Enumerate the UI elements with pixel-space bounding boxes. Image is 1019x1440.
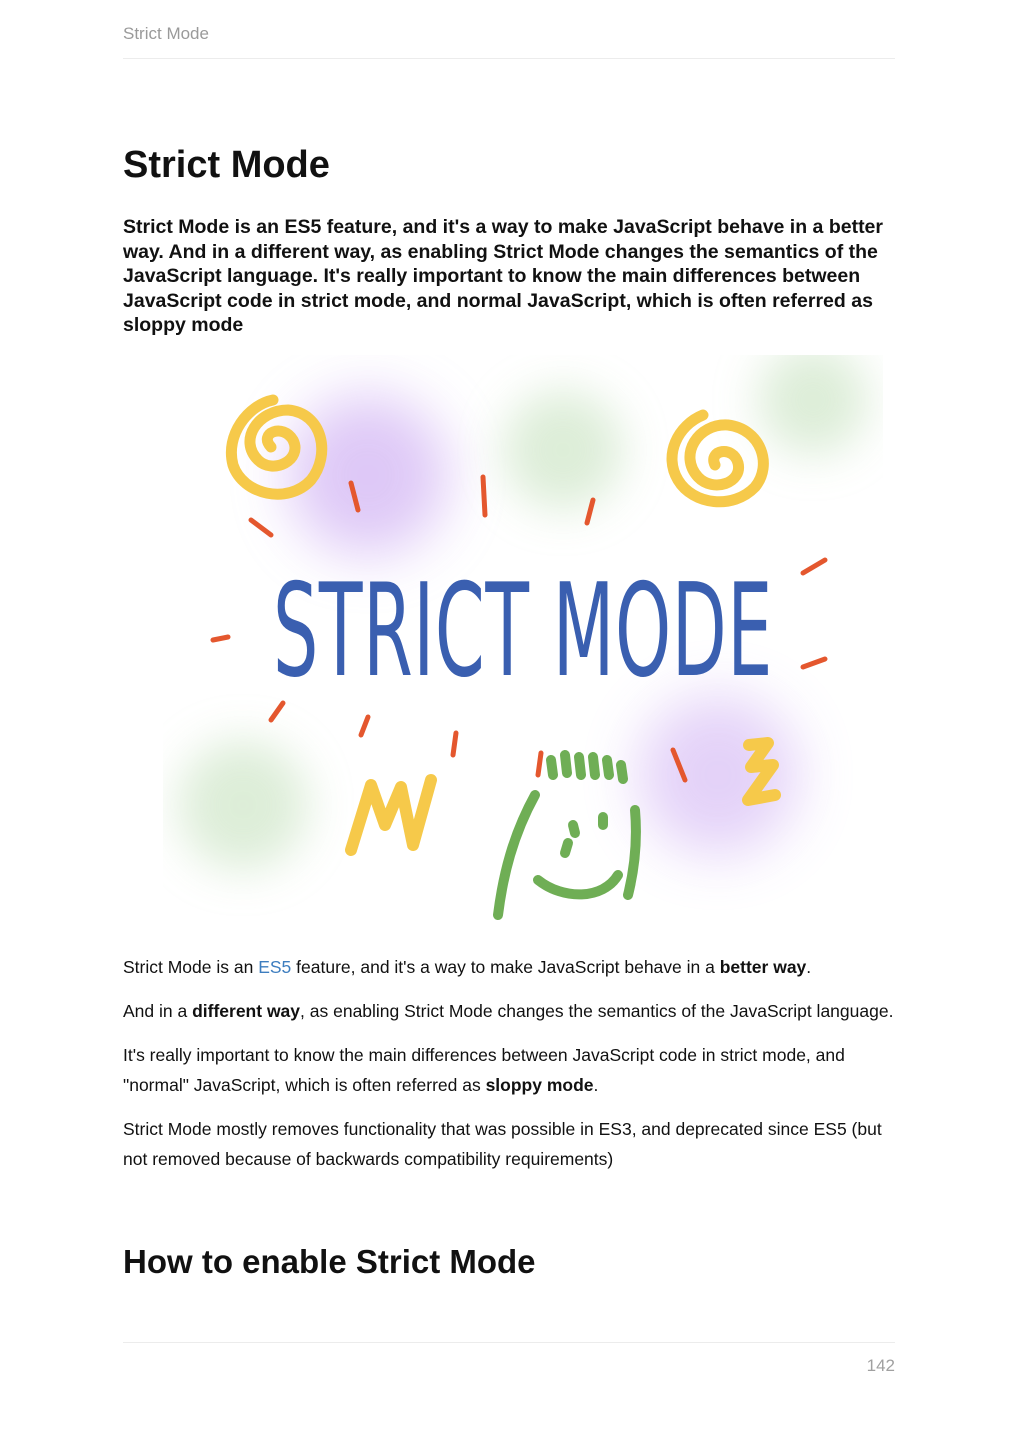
paragraph-text: Strict Mode is an	[123, 957, 259, 977]
footer-divider	[123, 1342, 895, 1343]
spiral-right	[672, 415, 763, 502]
header-divider	[123, 58, 895, 59]
page-title: Strict Mode	[123, 144, 330, 186]
paragraph-text: .	[806, 957, 812, 977]
section-heading: How to enable Strict Mode	[123, 1243, 536, 1280]
bold-text: different way	[192, 1001, 301, 1021]
paragraph-text: .	[593, 1075, 599, 1095]
lead-summary: Strict Mode is an ES5 feature, and it's a way to make JavaScript behave in a better way. And in a different way, as enabling Strict Mode changes the semantics of the JavaScript language. It's really important to know the main differences between JavaScript code in strict mode, and normal JavaScript, which is often referred as sloppy mode	[123, 216, 883, 336]
illustration-drawing	[163, 355, 883, 945]
yellow-scribble-left	[351, 780, 431, 850]
paragraph-different-way	[123, 996, 895, 1026]
illustration-lettering: STRICT MODE	[273, 557, 773, 706]
strict-mode-illustration	[163, 355, 883, 945]
paragraph-intro	[123, 952, 895, 982]
page-number: 142	[866, 1356, 895, 1375]
running-header: Strict Mode	[123, 24, 209, 43]
paragraph-text: , as enabling Strict Mode changes the semantics of the JavaScript language.	[300, 1001, 894, 1021]
bold-text: sloppy mode	[485, 1075, 594, 1095]
page	[123, 0, 895, 1440]
paragraph-text: feature, and it's a way to make JavaScript behave in a	[291, 957, 720, 977]
paragraph-differences	[123, 1040, 895, 1100]
bold-text: better way	[719, 957, 807, 977]
es5-link[interactable]: ES5	[258, 957, 292, 977]
smiley-face	[498, 755, 636, 915]
paragraph-text: And in a	[123, 1001, 193, 1021]
article-body	[123, 952, 895, 1188]
paragraph-text: It's really important to know the main differences between JavaScript code in strict mode, and "normal" JavaScript, which is often referred as	[123, 1045, 845, 1095]
paragraph-removed-functionality: Strict Mode mostly removes functionality that was possible in ES3, and deprecated since ES5 (but not removed because of backwards compatibility requirements)	[123, 1119, 882, 1169]
